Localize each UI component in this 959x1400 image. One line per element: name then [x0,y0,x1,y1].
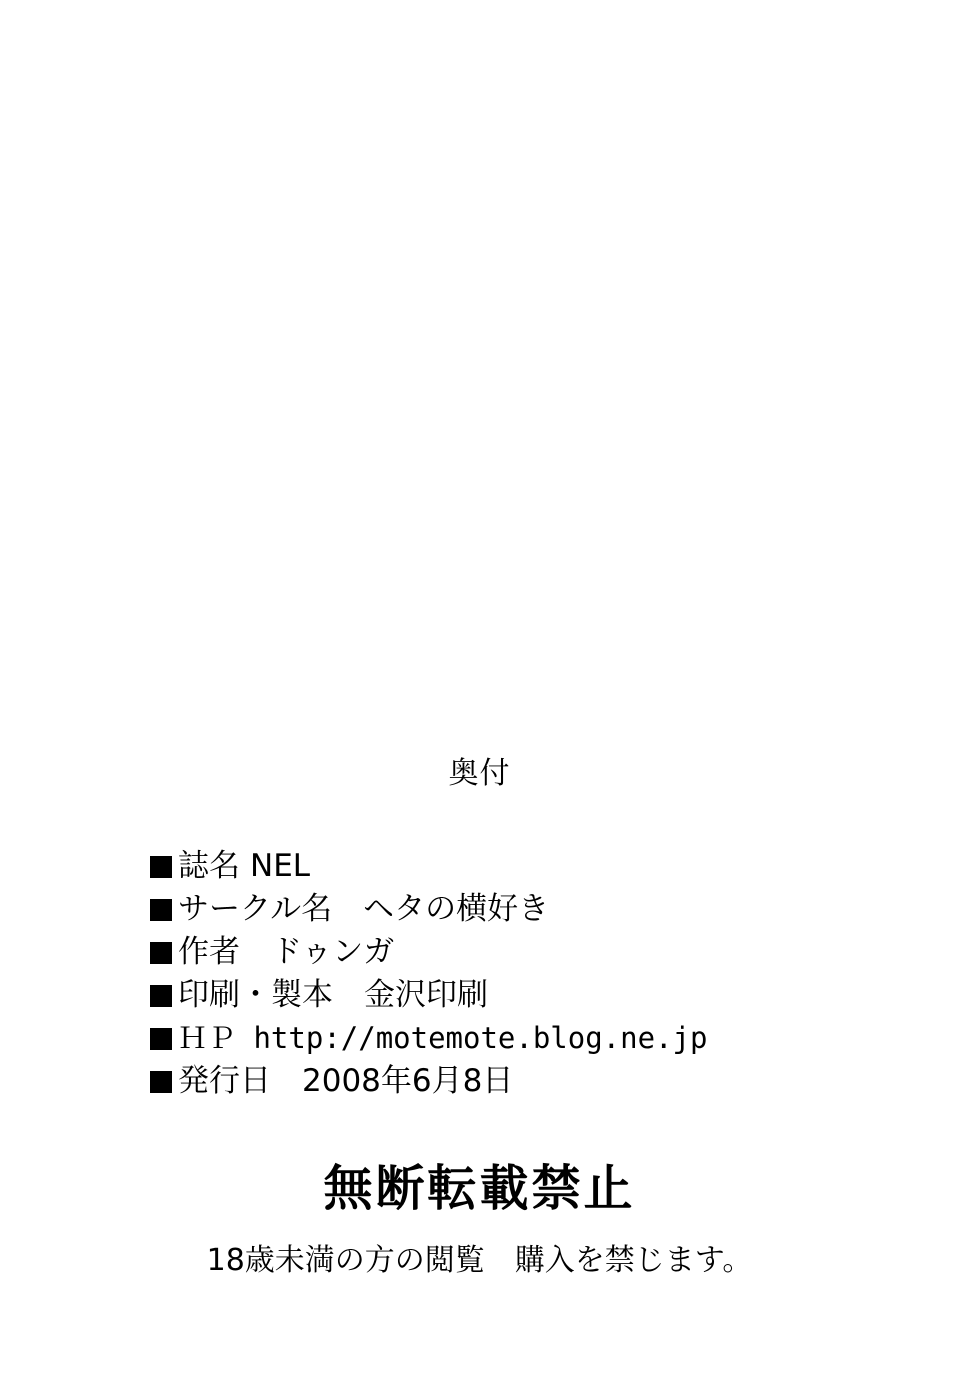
list-item [150,888,870,931]
reproduction-prohibited-notice: 無断転載禁止 [323,1160,636,1217]
bullet-square-icon [150,942,172,964]
circle-name-value: ヘタの横好き [332,891,550,927]
bullet-square-icon [150,985,172,1007]
author-label-text: 作者 [178,934,240,970]
publication-date-label-text: 発行日 [178,1063,271,1099]
circle-name-text: サークル名 [178,891,333,927]
list-item [150,845,870,888]
magazine-title-text: 誌名 [178,848,240,884]
homepage-url-value[interactable]: http://motemote.blog.ne.jp [236,1021,708,1055]
magazine-title-value: NEL [250,848,311,884]
publication-date-value: 2008年6月8日 [271,1063,514,1099]
age-restriction-notice: 18歳未満の方の閲覧 購入を禁じます。 [206,1243,753,1278]
bullet-square-icon [150,899,172,921]
bullet-square-icon [150,1028,172,1050]
colophon-info-list [150,845,870,1103]
printer-label-text: 印刷・製本 [178,977,333,1013]
list-item [150,931,870,974]
page-title: 奥付 [448,756,511,791]
list-item [150,974,870,1017]
printer-name-value: 金沢印刷 [333,977,488,1013]
list-item [150,1060,870,1103]
list-item [150,1017,870,1060]
bullet-square-icon [150,856,172,878]
homepage-label-text: ＨＰ [178,1021,237,1055]
author-name-value: ドゥンガ [240,934,395,970]
bullet-square-icon [150,1071,172,1093]
